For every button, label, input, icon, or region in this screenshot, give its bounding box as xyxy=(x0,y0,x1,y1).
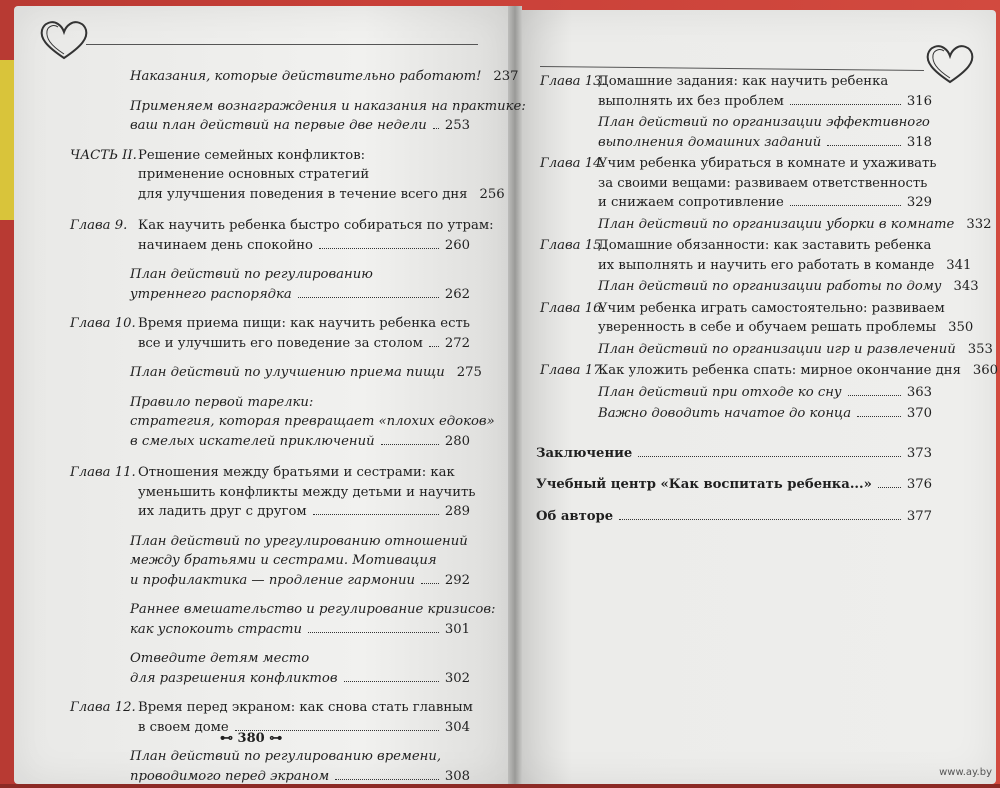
toc-entry-text: выполнять их без проблем xyxy=(598,93,784,109)
dot-leader xyxy=(878,486,901,488)
toc-entry-text: Раннее вмешательство и регулирование кризисов: xyxy=(130,602,496,617)
toc-page-number: 341 xyxy=(946,257,972,273)
toc-page-number: 301 xyxy=(444,621,470,637)
heart-icon xyxy=(924,42,976,86)
toc-entry-line-with-page xyxy=(598,381,932,404)
toc-entry-text: в смелых искателей приключений xyxy=(130,433,375,449)
toc-entry-text: для улучшения поведения в течение всего дня xyxy=(138,186,468,202)
toc-page-number: 256 xyxy=(479,186,505,202)
toc-entry-line-with-page xyxy=(130,283,470,306)
toc-entry-line-with-page xyxy=(598,254,972,277)
toc-page-number: 360 xyxy=(972,363,999,378)
toc-entry-text: План действий по регулированию времени, xyxy=(130,749,442,764)
toc-entry-text: и снижаем сопротивление xyxy=(598,195,784,210)
dot-leader xyxy=(790,103,901,105)
toc-chapter-label: Глава 12. xyxy=(70,700,136,715)
dot-leader xyxy=(848,394,901,396)
toc-chapter-label: Глава 17. xyxy=(540,363,606,378)
toc-page-number: 253 xyxy=(444,118,470,133)
toc-page-number: 280 xyxy=(444,433,470,449)
toc-entry-text: стратегия, которая превращает «плохих едоков» xyxy=(130,414,495,429)
dot-leader xyxy=(429,345,439,347)
watermark: www.ay.by xyxy=(939,767,992,778)
toc-entry-text: План действий по организации работы по дому xyxy=(598,279,942,294)
toc-entry-text: для разрешения конфликтов xyxy=(130,670,338,686)
toc-entry-line-with-page xyxy=(598,131,932,154)
toc-entry-text: их выполнять и научить его работать в команде xyxy=(598,257,935,273)
toc-page-number: 329 xyxy=(906,195,932,210)
toc-entry-text: Решение семейных конфликтов: xyxy=(138,147,366,163)
toc-page-number: 275 xyxy=(456,365,482,380)
toc-entry-text: Учим ребенка убираться в комнате и ухаживать xyxy=(598,156,937,171)
toc-entry-line-with-page xyxy=(130,569,470,592)
dot-leader xyxy=(344,680,439,682)
dot-leader xyxy=(319,247,439,249)
toc-entry-line-with-page xyxy=(598,316,974,339)
toc-entry-text: все и улучшить его поведение за столом xyxy=(138,335,423,351)
toc-chapter-label: Глава 16. xyxy=(540,300,606,316)
toc-entry-line-with-page xyxy=(598,359,999,382)
toc-entry-text: уверенность в себе и обучаем решать проблемы xyxy=(598,320,937,335)
toc-entry-text: утреннего распорядка xyxy=(130,286,292,302)
toc-entry-text: Правило первой тарелки: xyxy=(130,394,314,410)
toc-page-number: 332 xyxy=(966,216,992,232)
toc-entry-text: Применяем вознаграждения и наказания на практике: xyxy=(130,98,526,114)
toc-entry-text: Отношения между братьями и сестрами: как xyxy=(138,465,455,480)
dot-leader xyxy=(433,127,439,129)
toc-page-number: 304 xyxy=(444,719,470,735)
toc-entry-text: Наказания, которые действительно работают! xyxy=(130,69,482,84)
dot-leader xyxy=(827,144,901,146)
toc-entry-line-with-page xyxy=(598,338,993,361)
toc-entry-line-with-page xyxy=(598,213,992,236)
toc-entry-line-with-page xyxy=(536,473,932,496)
dot-leader xyxy=(638,455,901,457)
dot-leader xyxy=(308,631,439,633)
toc-entry-line-with-page xyxy=(130,65,519,88)
toc-page-number: 373 xyxy=(906,445,932,461)
toc-entry-text: Заключение xyxy=(536,445,633,461)
toc-entry-line-with-page xyxy=(130,114,470,137)
toc-chapter-label: Глава 9. xyxy=(70,218,128,233)
toc-page-number: 308 xyxy=(444,768,470,784)
toc-entry-text: и профилактика — продление гармонии xyxy=(130,572,415,588)
dot-leader xyxy=(335,778,439,780)
toc-entry-text: План действий при отходе ко сну xyxy=(598,384,842,400)
toc-entry-text: Как научить ребенка быстро собираться по утрам: xyxy=(138,218,494,233)
left-header-rule xyxy=(86,44,478,45)
toc-entry-line-with-page xyxy=(598,402,932,425)
toc-entry-text: План действий по организации эффективного xyxy=(598,115,930,130)
toc-entry-text: План действий по организации уборки в комнате xyxy=(598,216,955,232)
yellow-edge xyxy=(0,60,14,220)
toc-page-number: 272 xyxy=(444,335,470,351)
toc-entry-text: начинаем день спокойно xyxy=(138,237,313,253)
toc-entry-line-with-page xyxy=(138,183,505,206)
dot-leader xyxy=(381,443,439,445)
toc-entry-line-with-page xyxy=(130,618,470,641)
toc-chapter-label: Глава 13. xyxy=(540,74,606,89)
toc-chapter-label: Глава 14. xyxy=(540,156,606,171)
dot-leader xyxy=(790,204,901,206)
toc-page-number: 292 xyxy=(444,572,470,588)
dot-leader xyxy=(619,518,901,520)
toc-entry-text: Домашние обязанности: как заставить ребенка xyxy=(598,238,932,253)
toc-entry-text: Время приема пищи: как научить ребенка есть xyxy=(138,316,470,331)
toc-entry-line-with-page xyxy=(138,234,470,257)
toc-page-number: 316 xyxy=(906,93,932,109)
dot-leader xyxy=(298,296,439,298)
toc-entry-text: выполнения домашних заданий xyxy=(598,134,822,150)
toc-entry-text: Учебный центр «Как воспитать ребенка...» xyxy=(536,477,872,492)
toc-page-number: 363 xyxy=(906,384,932,400)
toc-page-number: 353 xyxy=(967,341,993,357)
ornament-right: ⊶ xyxy=(264,731,283,746)
toc-entry-text: Отведите детям место xyxy=(130,651,310,666)
toc-entry-text: Учим ребенка играть самостоятельно: развиваем xyxy=(598,300,945,316)
toc-page-number: 262 xyxy=(444,286,470,302)
toc-entry-line-with-page xyxy=(130,430,470,453)
toc-entry-line-with-page xyxy=(598,90,932,113)
toc-entry-line-with-page xyxy=(130,361,482,384)
toc-page-number: 370 xyxy=(906,406,932,421)
toc-entry-text: План действий по регулированию xyxy=(130,267,373,282)
toc-entry-text: между братьями и сестрами. Мотивация xyxy=(130,553,437,568)
toc-page-number: 302 xyxy=(444,670,470,686)
toc-entry-line-with-page xyxy=(138,332,470,355)
heart-icon xyxy=(38,18,90,62)
toc-entry-line-with-page xyxy=(138,500,470,523)
toc-entry-text: в своем доме xyxy=(138,719,229,735)
toc-entry-text: их ладить друг с другом xyxy=(138,504,307,519)
book-gutter xyxy=(508,6,522,784)
toc-entry-text: Об авторе xyxy=(536,508,614,524)
toc-page-number: 289 xyxy=(444,504,470,519)
toc-page-number: 350 xyxy=(948,320,974,335)
toc-entry-line-with-page xyxy=(536,505,932,528)
toc-entry-line-with-page xyxy=(536,442,932,465)
page-number: 380 xyxy=(237,731,265,746)
toc-entry-text: ваш план действий на первые две недели xyxy=(130,118,427,133)
toc-page-number: 343 xyxy=(953,279,979,294)
toc-chapter-label: Глава 11. xyxy=(70,465,136,480)
toc-entry-text: как успокоить страсти xyxy=(130,621,303,637)
toc-chapter-label: Глава 10. xyxy=(70,316,136,331)
toc-chapter-label: ЧАСТЬ II. xyxy=(70,147,137,163)
toc-entry-line-with-page xyxy=(130,765,470,788)
toc-entry-text: уменьшить конфликты между детьми и научить xyxy=(138,484,476,500)
dot-leader xyxy=(313,513,439,515)
toc-page-number: 260 xyxy=(444,237,470,253)
toc-entry-text: Домашние задания: как научить ребенка xyxy=(598,74,889,89)
dot-leader xyxy=(421,582,439,584)
dot-leader xyxy=(857,415,901,417)
page-folio xyxy=(220,731,282,746)
toc-entry-text: Время перед экраном: как снова стать главным xyxy=(138,700,473,715)
toc-entry-line-with-page xyxy=(130,667,470,690)
toc-entry-text: применение основных стратегий xyxy=(138,167,370,182)
toc-entry-text: Как уложить ребенка спать: мирное окончание дня xyxy=(598,363,961,378)
toc-entry-line-with-page xyxy=(598,275,979,298)
toc-entry-text: План действий по улучшению приема пищи xyxy=(130,365,445,380)
toc-entry-text: План действий по урегулированию отношений xyxy=(130,533,468,549)
toc-page-number: 377 xyxy=(906,508,932,524)
toc-entry-line-with-page xyxy=(598,191,932,214)
toc-page-number: 376 xyxy=(906,477,932,492)
ornament-left: ⊷ xyxy=(220,731,238,746)
toc-entry-text: проводимого перед экраном xyxy=(130,768,330,784)
toc-entry-line-with-page xyxy=(138,716,470,739)
toc-entry-text: План действий по организации игр и развлечений xyxy=(598,341,956,357)
toc-entry-text: Важно доводить начатое до конца xyxy=(598,406,852,421)
toc-chapter-label: Глава 15. xyxy=(540,238,606,253)
toc-entry-text: за своими вещами: развиваем ответственность xyxy=(598,175,928,191)
toc-page-number: 318 xyxy=(906,134,932,150)
toc-page-number: 237 xyxy=(493,69,519,84)
